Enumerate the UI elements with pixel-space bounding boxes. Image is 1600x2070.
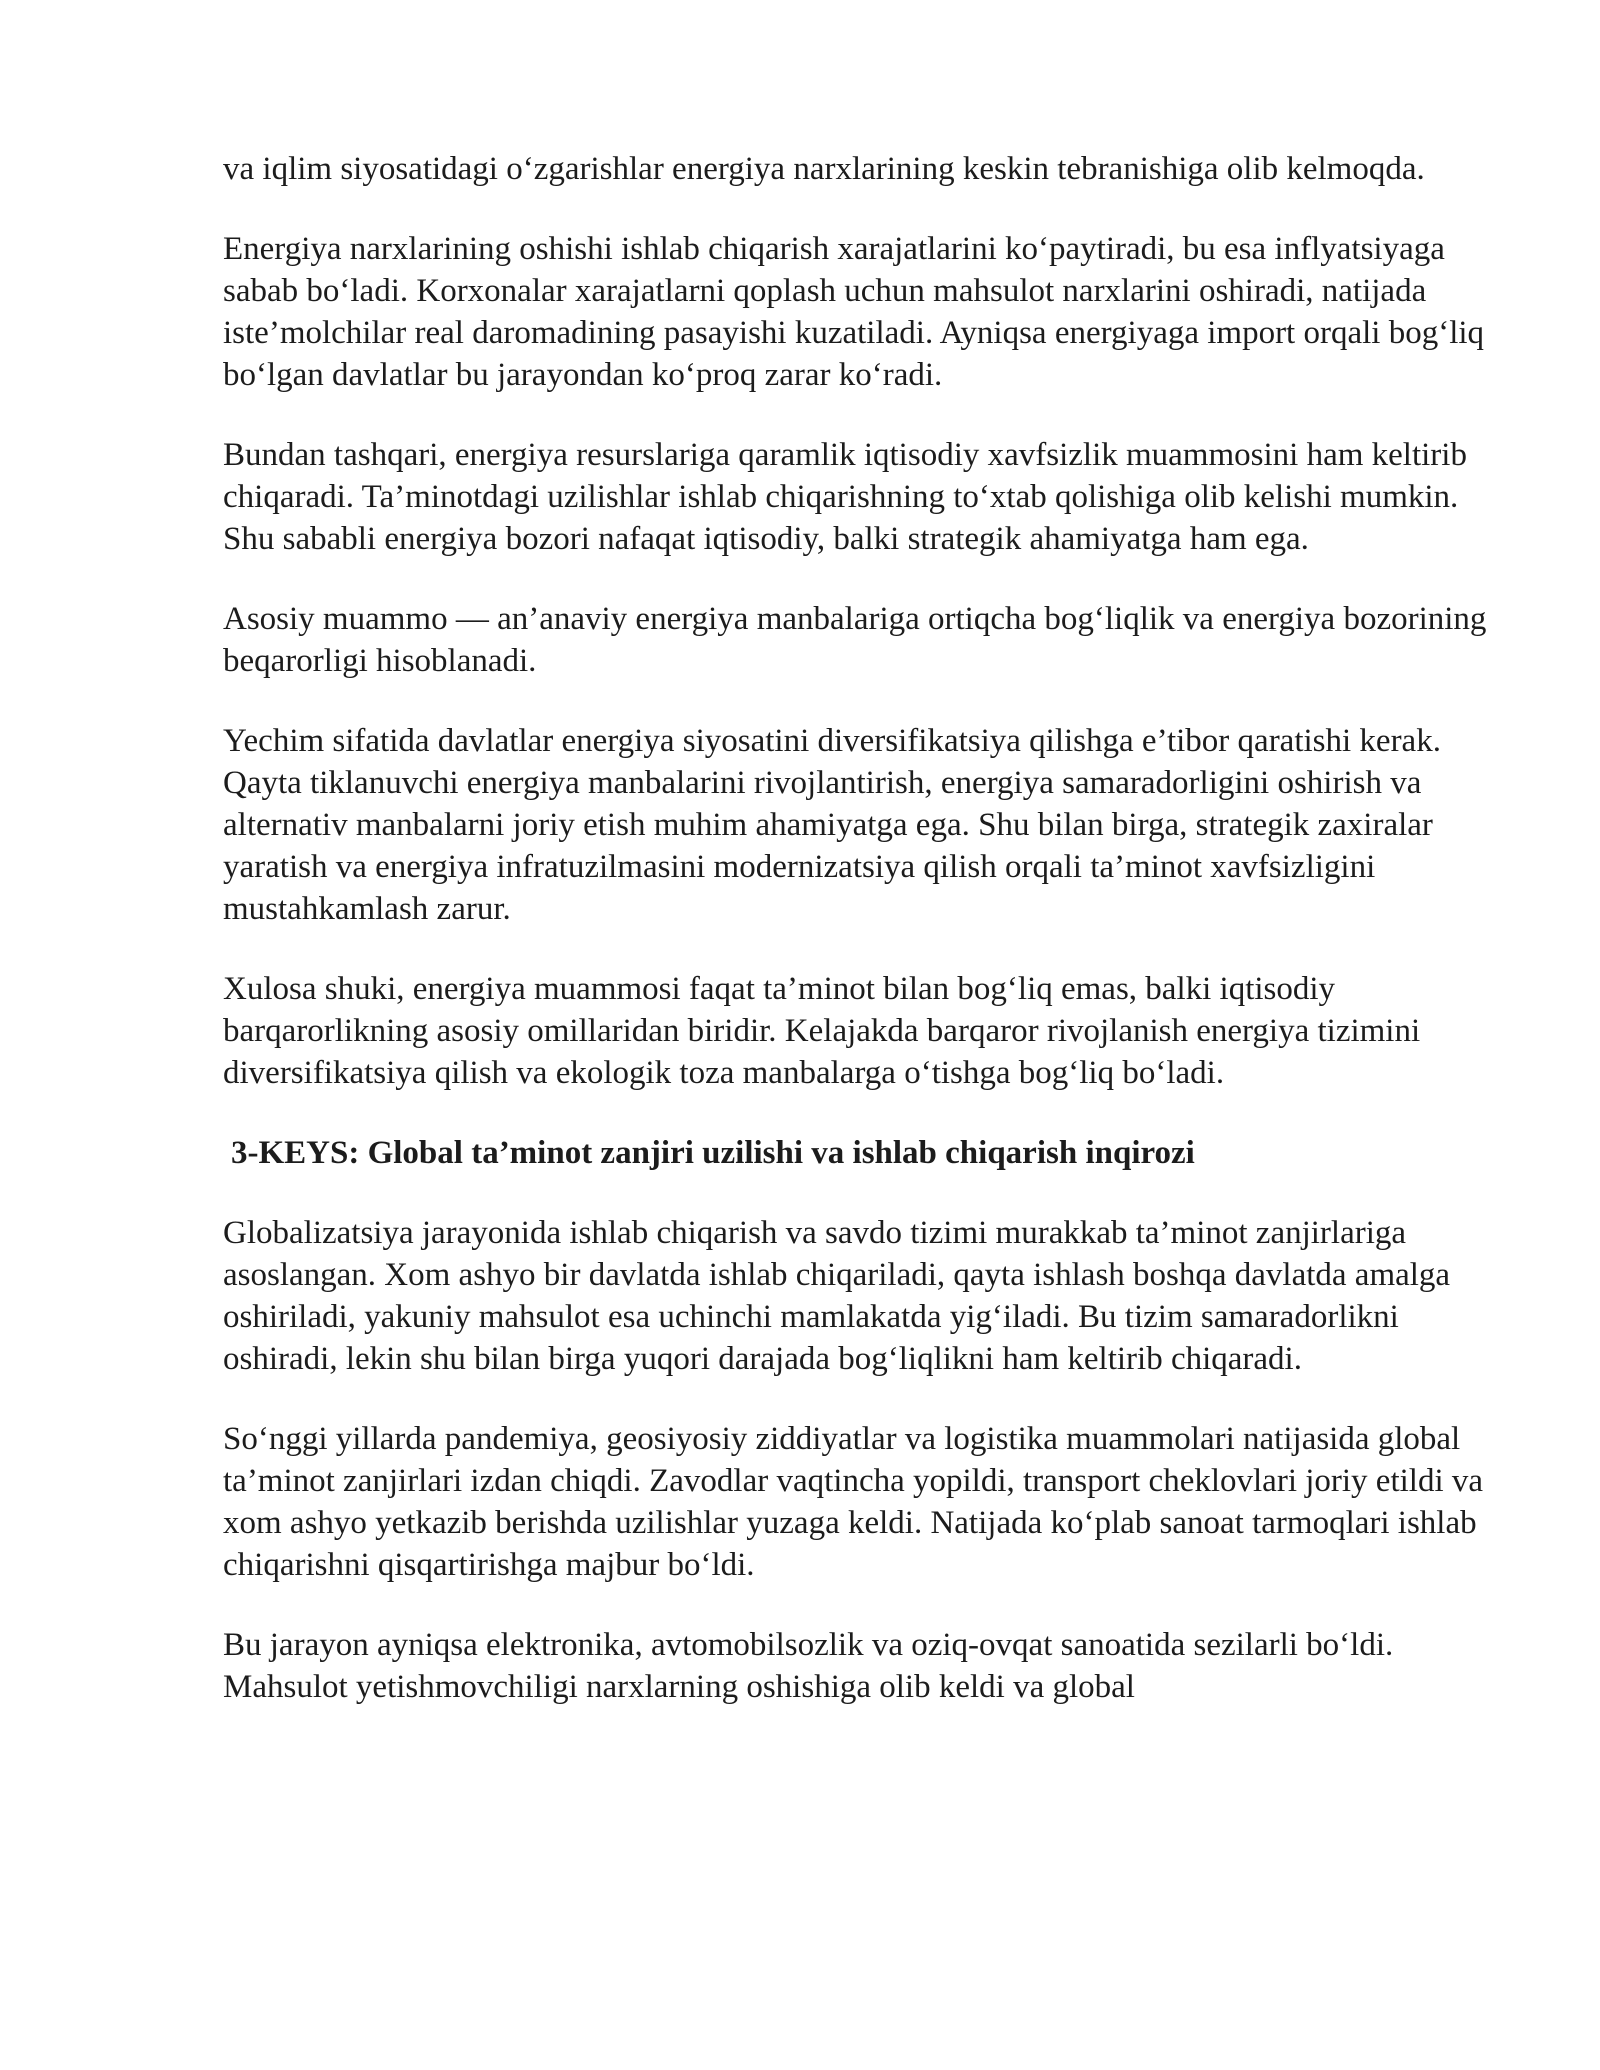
paragraph-energy-dependence: Bundan tashqari, energiya resurslariga qaramlik iqtisodiy xavfsizlik muammosini ham keltirib chiqaradi. Ta’minotdagi uzilishlar ishlab chiqarishning to‘xtab qolishiga olib kelishi mumkin. Shu sababli energiya bozori nafaqat iqtisodiy, balki strategik ahamiyatga ham ega. [223,437,1467,557]
document-body [223,148,1505,1746]
paragraph-industry-impact: Bu jarayon ayniqsa elektronika, avtomobilsozlik va oziq-ovqat sanoatida sezilarli bo‘ldi. Mahsulot yetishmovchiligi narxlarning oshishiga olib keldi va global [223,1627,1394,1705]
paragraph-conclusion: Xulosa shuki, energiya muammosi faqat ta’minot bilan bog‘liq emas, balki iqtisodiy barqarorlikning asosiy omillaridan biridir. Kelajakda barqaror rivojlanish energiya tizimini diversifikatsiya qilish va ekologik toza manbalarga o‘tishga bog‘liq bo‘ladi. [223,971,1421,1091]
paragraph-climate-policy: va iqlim siyosatidagi o‘zgarishlar energiya narxlarining keskin tebranishiga olib kelmoqda. [223,151,1425,187]
paragraph-globalization: Globalizatsiya jarayonida ishlab chiqarish va savdo tizimi murakkab ta’minot zanjirlariga asoslangan. Xom ashyo bir davlatda ishlab chiqariladi, qayta ishlash boshqa davlatda amalga oshiriladi, yakuniy mahsulot esa uchinchi mamlakatda yig‘iladi. Bu tizim samaradorlikni oshiradi, lekin shu bilan birga yuqori darajada bog‘liqlikni ham keltirib chiqaradi. [223,1215,1451,1377]
paragraph-main-problem: Asosiy muammo — an’anaviy energiya manbalariga ortiqcha bog‘liqlik va energiya bozorining beqarorligi hisoblanadi. [223,601,1487,679]
paragraph-energy-prices: Energiya narxlarining oshishi ishlab chiqarish xarajatlarini ko‘paytiradi, bu esa inflyatsiyaga sabab bo‘ladi. Korxonalar xarajatlarni qoplash uchun mahsulot narxlarini oshiradi, natijada iste’molchilar real daromadining pasayishi kuzatiladi. Ayniqsa energiyaga import orqali bog‘liq bo‘lgan davlatlar bu jarayondan ko‘proq zarar ko‘radi. [223,231,1485,393]
paragraph-supply-disruption: So‘nggi yillarda pandemiya, geosiyosiy ziddiyatlar va logistika muammolari natijasida global ta’minot zanjirlari izdan chiqdi. Zavodlar vaqtincha yopildi, transport cheklovlari joriy etildi va xom ashyo yetkazib berishda uzilishlar yuzaga keldi. Natijada ko‘plab sanoat tarmoqlari ishlab chiqarishni qisqartirishga majbur bo‘ldi. [223,1421,1484,1583]
section-heading: 3-KEYS: Global ta’minot zanjiri uzilishi va ishlab chiqarish inqirozi [231,1135,1195,1171]
paragraph-solution: Yechim sifatida davlatlar energiya siyosatini diversifikatsiya qilishga e’tibor qaratishi kerak. Qayta tiklanuvchi energiya manbalarini rivojlantirish, energiya samaradorligini oshirish va alternativ manbalarni joriy etish muhim ahamiyatga ega. Shu bilan birga, strategik zaxiralar yaratish va energiya infratuzilmasini modernizatsiya qilish orqali ta’minot xavfsizligini mustahkamlash zarur. [223,723,1441,927]
